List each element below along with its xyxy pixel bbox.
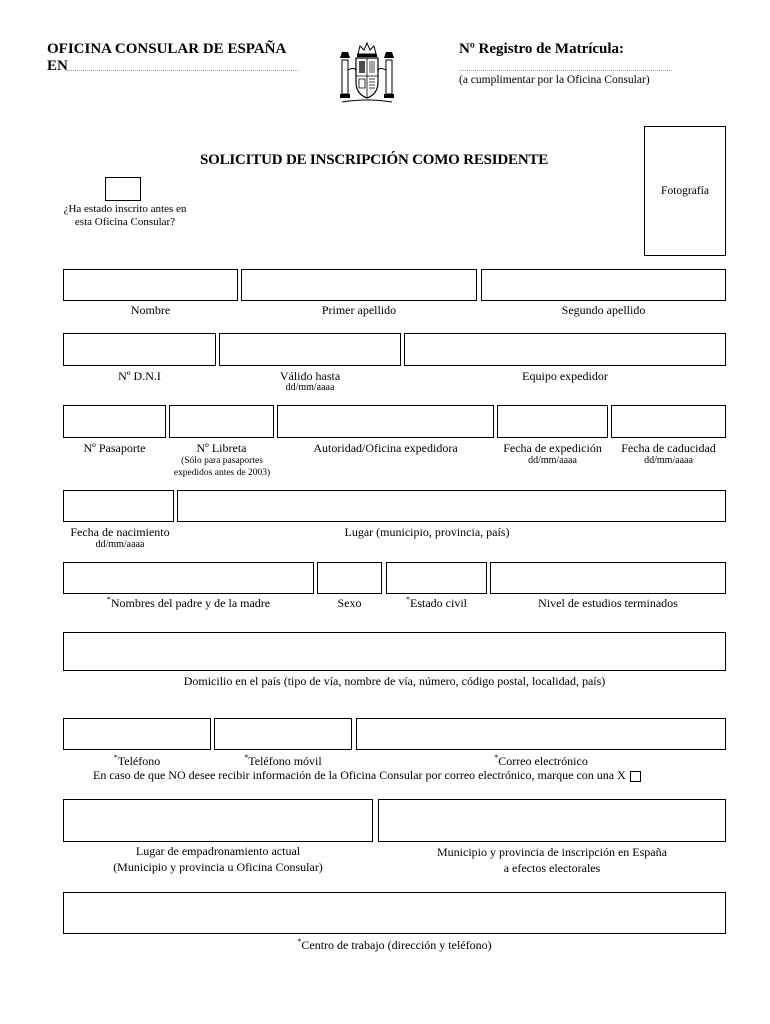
libreta-note-line1: (Sólo para pasaportes (181, 456, 263, 466)
prior-question-line2: esta Oficina Consular? (74, 216, 176, 228)
nombre-field[interactable] (63, 269, 238, 301)
equipo-expedidor-field[interactable] (404, 333, 726, 366)
lugar-nacimiento-label: Lugar (municipio, provincia, país) (344, 525, 510, 539)
fecha-caducidad-label: Fecha de caducidad (621, 441, 716, 455)
libreta-field[interactable] (169, 405, 274, 438)
estudios-field[interactable] (490, 562, 726, 594)
inscripcion-espana-label-line1: Municipio y provincia de inscripción en España (437, 845, 667, 859)
fecha-nacimiento-format: dd/mm/aaaa (95, 539, 145, 550)
estado-civil-field[interactable] (386, 562, 487, 594)
fecha-expedicion-label: Fecha de expedición (503, 441, 602, 455)
primer-apellido-label: Primer apellido (321, 303, 397, 317)
office-title: OFICINA CONSULAR DE ESPAÑA (47, 41, 287, 57)
padres-label: *Nombres del padre y de la madre (106, 595, 271, 610)
fecha-nacimiento-label: Fecha de nacimiento (70, 525, 170, 539)
coat-of-arms-icon (336, 40, 398, 106)
equipo-expedidor-label: Equipo expedidor (522, 369, 608, 383)
correo-field[interactable] (356, 718, 726, 750)
prior-question-line1: ¿Ha estado inscrito antes en (63, 203, 187, 215)
fecha-nacimiento-field[interactable] (63, 490, 174, 522)
telefono-label: *Teléfono (113, 753, 161, 768)
lugar-nacimiento-field[interactable] (177, 490, 726, 522)
valido-hasta-format: dd/mm/aaaa (285, 382, 335, 393)
centro-trabajo-label: *Centro de trabajo (dirección y teléfono) (297, 937, 492, 952)
autoridad-field[interactable] (277, 405, 494, 438)
dni-field[interactable] (63, 333, 216, 366)
sexo-field[interactable] (317, 562, 382, 594)
autoridad-label: Autoridad/Oficina expedidora (313, 441, 458, 455)
registry-note: (a cumplimentar por la Oficina Consular) (459, 74, 650, 86)
email-optout-text: En caso de que NO desee recibir información de la Oficina Consular por correo electrónico, marque con una X (93, 768, 641, 783)
valido-hasta-label: Válido hasta (279, 369, 341, 383)
fecha-expedicion-field[interactable] (497, 405, 608, 438)
segundo-apellido-label: Segundo apellido (561, 303, 646, 317)
telefono-field[interactable] (63, 718, 211, 750)
fecha-caducidad-format: dd/mm/aaaa (644, 455, 693, 466)
email-optout-checkbox[interactable] (630, 771, 641, 782)
pasaporte-label: Nº Pasaporte (83, 441, 146, 455)
telefono-movil-label: *Teléfono móvil (244, 753, 322, 768)
registry-number-line[interactable] (459, 70, 672, 71)
padres-field[interactable] (63, 562, 314, 594)
domicilio-field[interactable] (63, 632, 726, 671)
inscripcion-espana-field[interactable] (378, 799, 726, 842)
libreta-note-line2: expedidos antes de 2003) (173, 468, 271, 478)
registry-title: Nº Registro de Matrícula: (459, 41, 625, 57)
telefono-movil-field[interactable] (214, 718, 352, 750)
nombre-label: Nombre (130, 303, 171, 317)
empadronamiento-label-line2: (Municipio y provincia u Oficina Consular) (113, 860, 323, 874)
primer-apellido-field[interactable] (241, 269, 477, 301)
fecha-expedicion-format: dd/mm/aaaa (528, 455, 577, 466)
prior-inscription-box[interactable] (105, 177, 141, 201)
centro-trabajo-field[interactable] (63, 892, 726, 934)
estado-civil-label: *Estado civil (406, 595, 467, 610)
office-location-line[interactable] (66, 70, 298, 71)
estudios-label: Nivel de estudios terminados (538, 596, 678, 610)
empadronamiento-field[interactable] (63, 799, 373, 842)
pasaporte-field[interactable] (63, 405, 166, 438)
photo-label: Fotografía (661, 185, 709, 197)
libreta-label: Nº Libreta (196, 441, 247, 455)
dni-label: Nº D.N.I (118, 369, 161, 383)
empadronamiento-label-line1: Lugar de empadronamiento actual (135, 844, 301, 858)
segundo-apellido-field[interactable] (481, 269, 726, 301)
inscripcion-espana-label-line2: a efectos electorales (503, 861, 601, 875)
correo-label: *Correo electrónico (494, 753, 588, 768)
photo-box[interactable] (644, 126, 726, 256)
sexo-label: Sexo (337, 596, 362, 610)
valido-hasta-field[interactable] (219, 333, 401, 366)
form-title: SOLICITUD DE INSCRIPCIÓN COMO RESIDENTE (200, 152, 549, 168)
domicilio-label: Domicilio en el país (tipo de vía, nombre de vía, número, código postal, localidad, país) (183, 674, 606, 688)
office-prefix: EN (47, 58, 68, 74)
fecha-caducidad-field[interactable] (611, 405, 726, 438)
